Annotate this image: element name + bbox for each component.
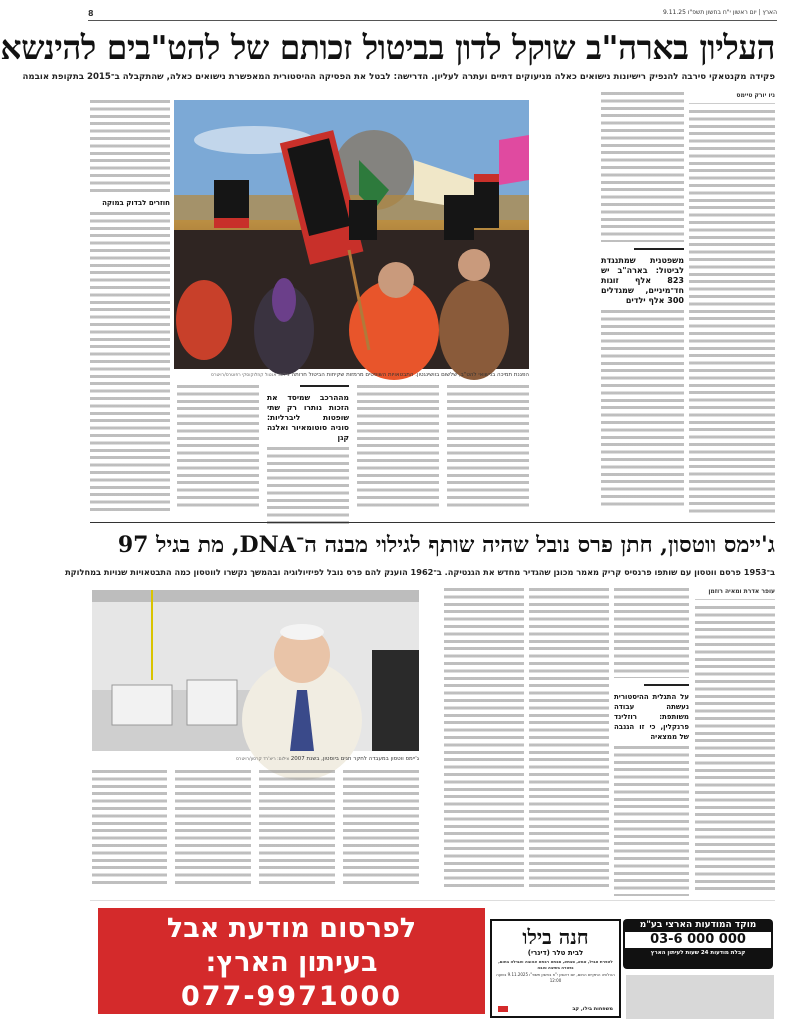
death-notice [490, 919, 621, 1018]
watson-photo [92, 590, 419, 751]
article2-subheadline: ב־1953 פרסם ווטסון עם שותפו פרנסיס קריק מאמר מכונן שהגדיר מחדש את הגנטיקה. ב־1962 הוענק להם פרס נובל לפיזיולוגיה ובהמשך נקשרו לווטסון כמה התבטאויות שנויות במחלוקת [65, 567, 775, 577]
page-number: 8 [88, 9, 94, 18]
pull-quote-rule [634, 248, 684, 250]
article1-subhead: חוזרים לבדוק במוקה [102, 199, 170, 207]
ad-center-box[interactable] [623, 919, 773, 969]
article2-byline: עופר אדרת ומאיה רוזמן [695, 588, 775, 600]
text-lines [90, 100, 170, 192]
text-lines [601, 92, 684, 242]
ad-phone[interactable]: 077-9971000 [180, 981, 403, 1012]
section-divider [90, 522, 775, 523]
article1-column-2 [601, 92, 684, 512]
text-column [447, 385, 529, 510]
ad-center-subtitle: קבלת מודעות 24 שעות לעיתון הארץ [650, 950, 746, 956]
funeral-details: ההלוויה התקיים החום, יום ראשון י"ח בחשון תשפ"ו 9.11.2025 בשעה 12:00 [496, 972, 615, 983]
haaretz-logo-icon [498, 1006, 508, 1012]
publication-name: הארץ [762, 9, 777, 16]
text-column [357, 385, 439, 510]
article2-column-2 [614, 588, 689, 888]
header-meta: הארץ | יום ראשון י"ח בחשון תשפ"ו 9.11.25 [662, 9, 777, 16]
text-lines [90, 212, 170, 512]
photo-credit: צילום: אנטול קוזלוקוסקי רפוטרס/רויטרס [211, 373, 290, 378]
article1-byline: ניו יורק טיימס [689, 92, 775, 104]
caption-text: ג'יימס ווטסון במעבדה לחקר חגים ביוסטון, בשנת 2007 [290, 756, 419, 762]
watson-photo-illustration [92, 590, 419, 751]
relations-text: להפרת אביל, אמא, סבתא, סבתא רבתא אהובה ואבילה בחום, נפטרה בשיבה טובה [498, 959, 613, 970]
text-lines [689, 110, 775, 515]
article1-pull-quote: משפטנית שמתנגדת לביטול: בארה"ב יש 823 אלף זוגות חד־מיניים, שמגדלים 300 אלף ילדים [601, 256, 684, 305]
protest-photo-illustration [174, 100, 529, 369]
photo-caption [174, 372, 529, 378]
obituary-ad-banner[interactable] [98, 908, 485, 1014]
article1-pull-quote-2: מההרכב שמיסד את הזכות נותרו רק שתי שופטות ליברליות: סוניה סוטומאיור ואלנה קגן [267, 393, 349, 442]
deceased-name: חנה בילו [522, 925, 589, 949]
date-line: יום ראשון י"ח בחשון תשפ"ו 9.11.25 [662, 9, 757, 16]
text-column [267, 385, 349, 510]
caption-text: הפגנת תמיכה בנישואי להט"ב, שלשום בוושינגטון. התבטאויות השופטים מרמזות שקיחות הביטול חרותה [291, 372, 529, 378]
maiden-name: לבית טלר (דינרי) [527, 949, 584, 957]
text-lines [601, 310, 684, 510]
article2-pull-quote: על התגלית ההיסטורית נעשתה עבודה משותפת: רוזלינד פרנקלין, כי זו הגנבה של ממצאיה [614, 693, 689, 741]
text-column [177, 385, 259, 510]
article2-lower-columns [92, 770, 419, 890]
ad-line-1: לפרסום מודעת אבל [166, 913, 417, 944]
article2-headline: ג'יימס ווטסון, חתן פרס נובל שהיה שותף לגילוי מבנה ה־DNA, מת בגיל 97 [117, 532, 775, 558]
ad-center-phone[interactable]: 03-6 000 000 [625, 932, 771, 948]
photo-credit: צילום: ריצ'רד קרסון/רויטרס [236, 757, 290, 762]
article2-column-4 [444, 588, 524, 888]
blank-ad-space [626, 975, 774, 1019]
ad-center-title: מוקד המודעות הארצי בע"מ [639, 920, 757, 930]
article1-subheadline: פקידה מקנטאקי סירבה להנפיק רישיונות נישואים כאלה מניעוקים דתיים ועתרה לעליון. הדרישה: לבטל את הפסיקה ההיסטורית המאפשרת נישואים כאלה, שהתקבלה ב־2015 בתקופת אובמה [22, 72, 775, 82]
article1-lower-columns [174, 385, 529, 515]
article2-column-3 [529, 588, 609, 888]
article1-headline: העליון בארה"ב שוקל לדון בביטול זכותם של להט"בים להינשא [0, 28, 775, 67]
article2-column-1 [695, 588, 775, 888]
page-header [88, 6, 777, 21]
protest-photo [174, 100, 529, 369]
family-signature: משפחות בילו, קב [572, 1006, 613, 1012]
article1-column-left [90, 100, 170, 520]
ad-line-2: בעיתון הארץ: [205, 947, 378, 978]
ads-divider [90, 900, 775, 901]
photo-caption-2 [92, 756, 419, 762]
article1-column-1 [689, 92, 775, 512]
